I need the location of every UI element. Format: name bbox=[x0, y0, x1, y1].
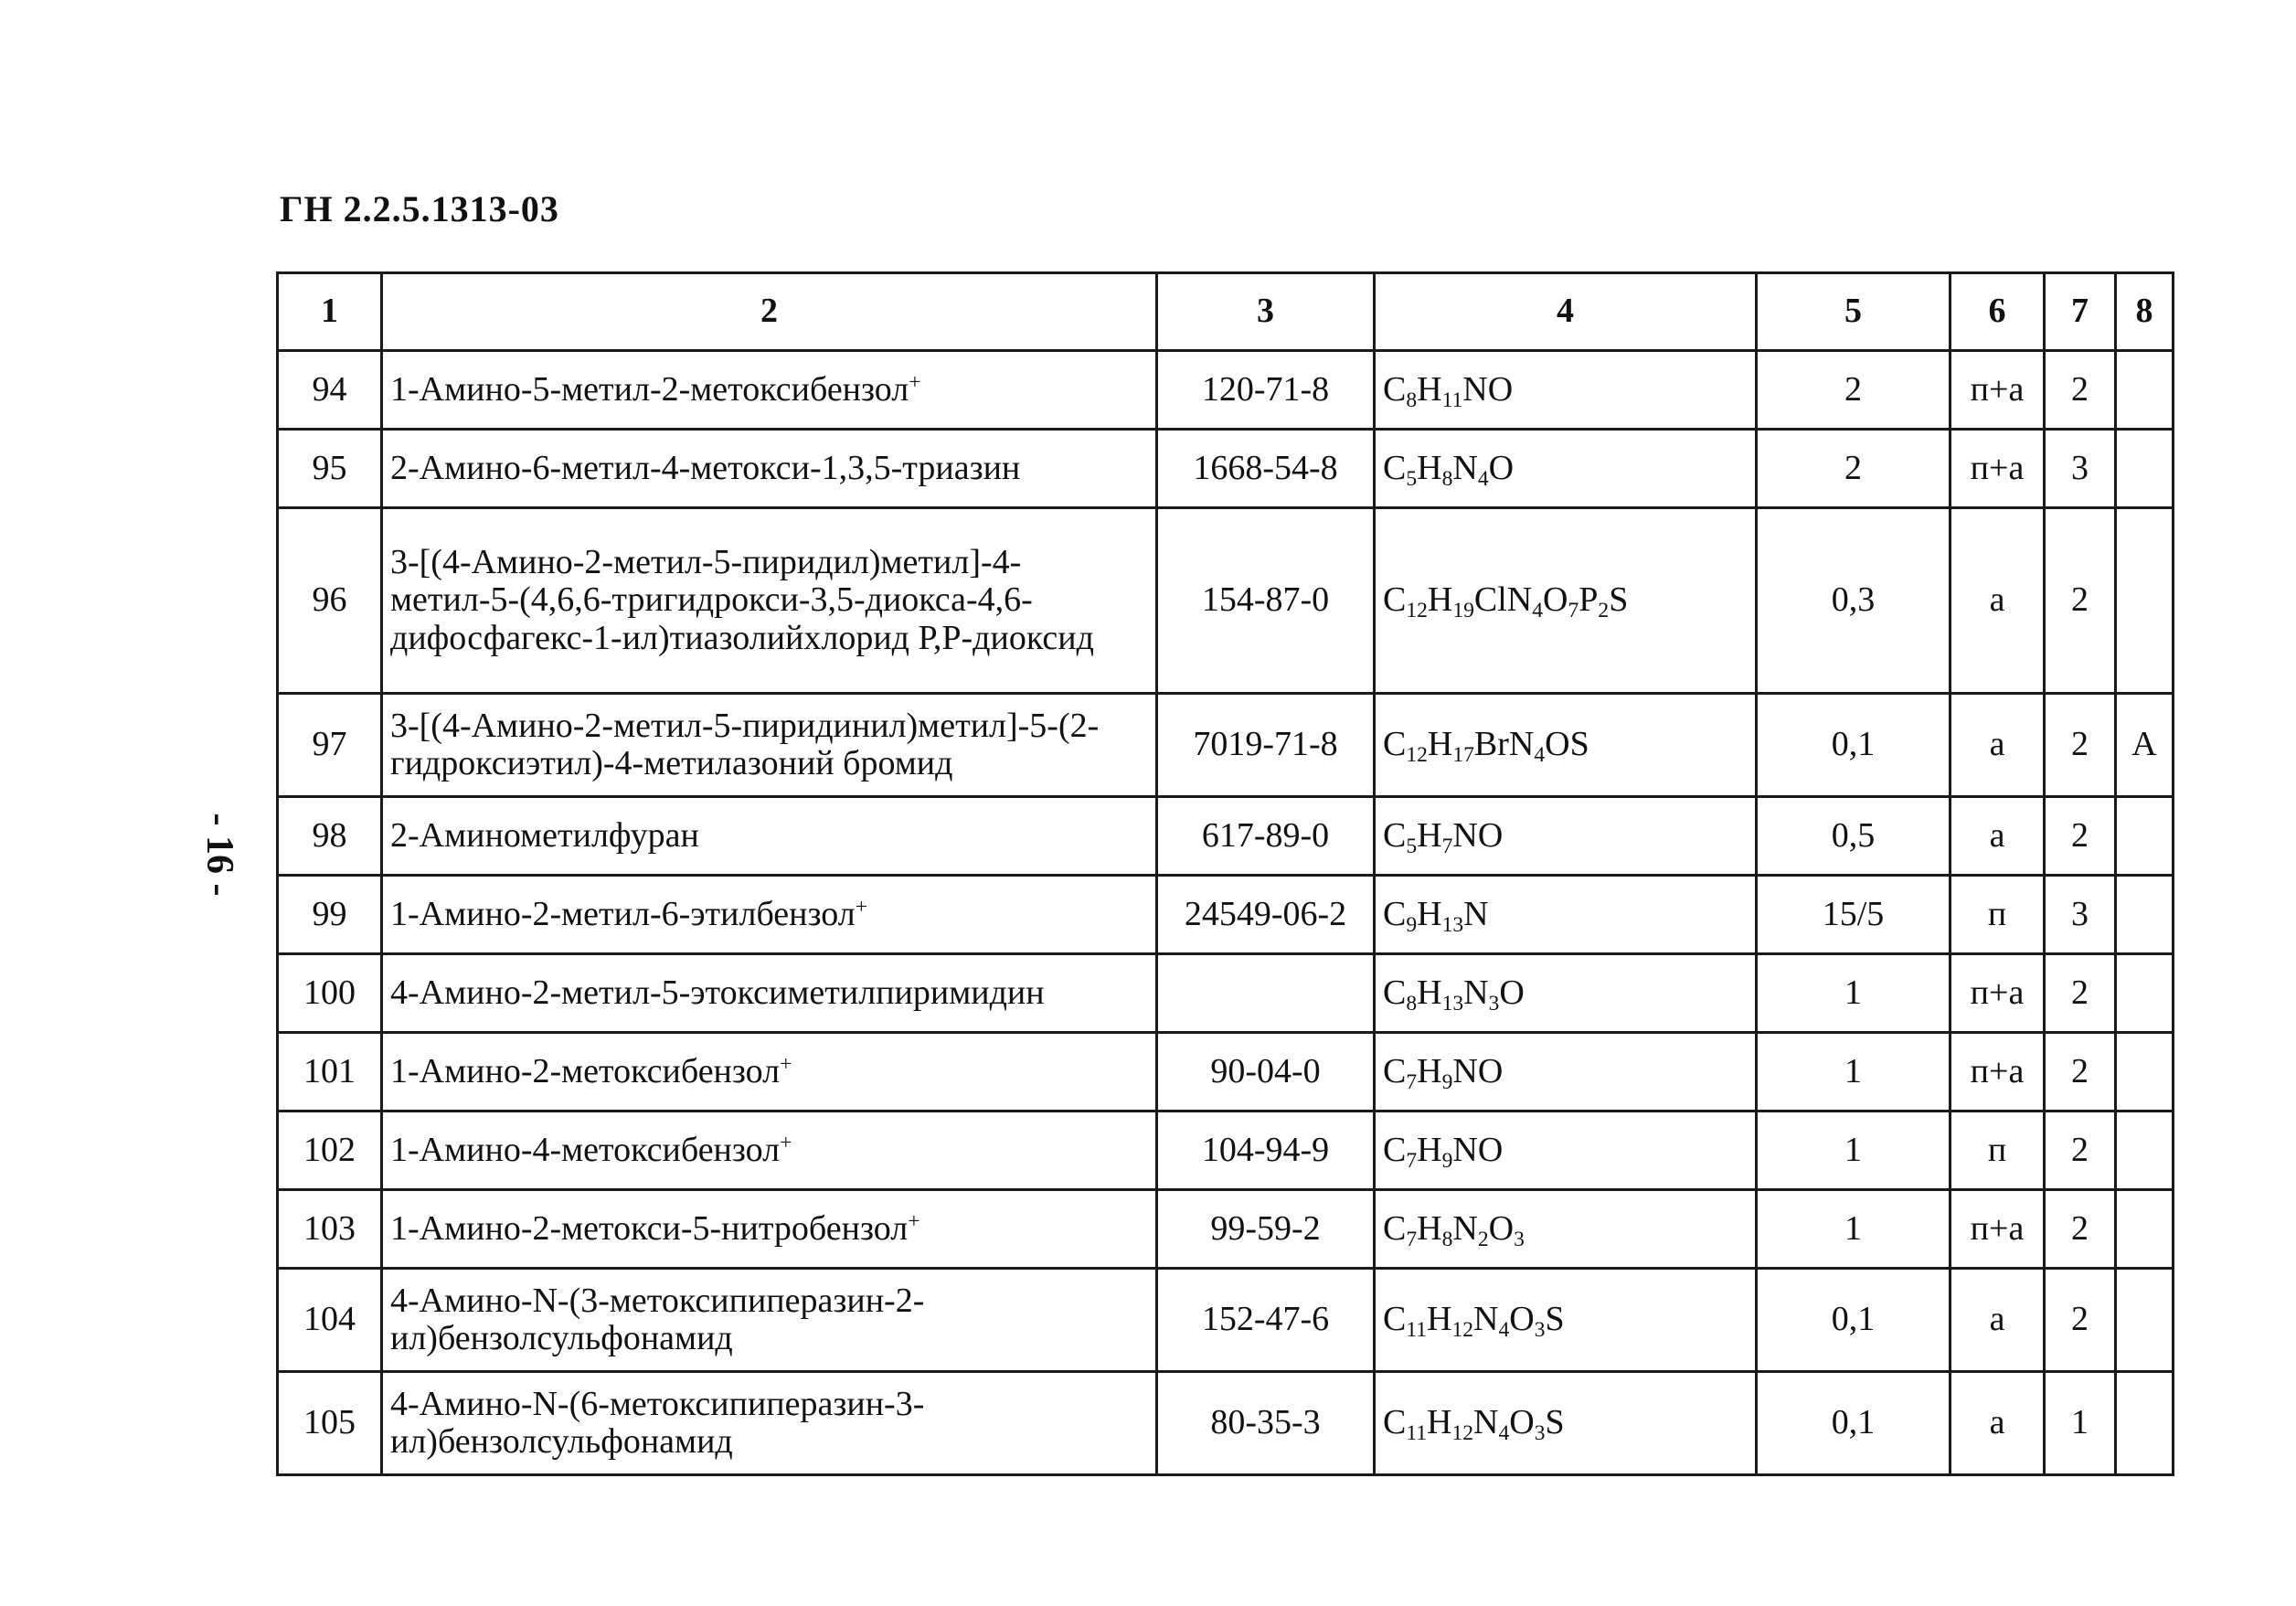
limit-value-cell: 2 bbox=[1757, 351, 1951, 430]
formula-subscript: 7 bbox=[1441, 835, 1453, 859]
substance-mark: + bbox=[909, 370, 921, 395]
limit-value-cell: 0,1 bbox=[1757, 1269, 1951, 1372]
formula-subscript: 5 bbox=[1406, 835, 1418, 859]
column-header-7: 7 bbox=[2045, 273, 2116, 351]
formula-subscript: 13 bbox=[1441, 992, 1464, 1016]
aggregate-state-cell: п+а bbox=[1951, 430, 2045, 508]
formula-subscript: 8 bbox=[1441, 467, 1453, 492]
row-number-cell: 95 bbox=[278, 430, 382, 508]
limit-value-cell: 0,1 bbox=[1757, 694, 1951, 797]
hazard-class-cell: 2 bbox=[2045, 351, 2116, 430]
formula-subscript: 8 bbox=[1406, 388, 1418, 413]
row-number-cell: 96 bbox=[278, 508, 382, 694]
note-cell bbox=[2116, 351, 2174, 430]
cas-number-cell: 1668-54-8 bbox=[1157, 430, 1375, 508]
aggregate-state-cell: п+а bbox=[1951, 351, 2045, 430]
formula-element: P bbox=[1578, 580, 1599, 620]
formula-subscript: 8 bbox=[1406, 992, 1418, 1016]
formula-cell bbox=[1375, 797, 1757, 876]
formula-element: OS bbox=[1545, 725, 1589, 764]
substance-name: 1-Амино-2-метоксибензол bbox=[390, 1051, 781, 1090]
substance-name: 2-Амино-6-метил-4-метокси-1,3,5-триазин bbox=[390, 448, 1021, 487]
limit-value-cell: 0,5 bbox=[1757, 797, 1951, 876]
formula-element: S bbox=[1609, 580, 1629, 620]
formula-element: C bbox=[1383, 1208, 1407, 1248]
aggregate-state-cell: п bbox=[1951, 1111, 2045, 1190]
formula-element: O bbox=[1488, 1208, 1515, 1248]
note-cell: А bbox=[2116, 694, 2174, 797]
cas-number-cell: 80-35-3 bbox=[1157, 1372, 1375, 1475]
formula-element: C bbox=[1383, 815, 1407, 855]
column-header-3: 3 bbox=[1157, 273, 1375, 351]
formula-element: S bbox=[1545, 1300, 1565, 1339]
substance-name-cell bbox=[382, 797, 1157, 876]
formula-element: O bbox=[1499, 973, 1525, 1012]
formula-subscript: 2 bbox=[1477, 1228, 1489, 1252]
formula-subscript: 12 bbox=[1451, 1421, 1474, 1446]
note-cell bbox=[2116, 1269, 2174, 1372]
substance-name: 3-[(4-Амино-2-метил-5-пиридинил)метил]-5-(2-гидроксиэтил)-4-метилазоний бромид bbox=[390, 706, 1100, 782]
limit-value-cell: 1 bbox=[1757, 1190, 1951, 1269]
formula-element: C bbox=[1383, 894, 1407, 933]
substance-mark: + bbox=[780, 1131, 792, 1155]
cas-number-cell: 7019-71-8 bbox=[1157, 694, 1375, 797]
formula-subscript: 5 bbox=[1406, 467, 1418, 492]
formula-element: C bbox=[1383, 1130, 1407, 1169]
formula-element: C bbox=[1383, 1051, 1407, 1090]
cas-number-cell: 90-04-0 bbox=[1157, 1033, 1375, 1111]
table-row bbox=[278, 1111, 2174, 1190]
limit-value-cell: 1 bbox=[1757, 1111, 1951, 1190]
cas-number-cell: 154-87-0 bbox=[1157, 508, 1375, 694]
formula-element: O bbox=[1509, 1403, 1535, 1442]
substances-table bbox=[276, 271, 2174, 1476]
row-number-cell: 100 bbox=[278, 954, 382, 1033]
limit-value-cell: 1 bbox=[1757, 1033, 1951, 1111]
column-header-6: 6 bbox=[1951, 273, 2045, 351]
formula-element: NO bbox=[1462, 369, 1514, 409]
substance-name-cell bbox=[382, 508, 1157, 694]
formula-element: H bbox=[1417, 815, 1442, 855]
table-row bbox=[278, 430, 2174, 508]
formula-subscript: 4 bbox=[1532, 599, 1544, 623]
substance-name: 1-Амино-2-метил-6-этилбензол bbox=[390, 894, 856, 933]
formula-element: NO bbox=[1452, 815, 1504, 855]
note-cell bbox=[2116, 508, 2174, 694]
limit-value-cell: 2 bbox=[1757, 430, 1951, 508]
column-header-1: 1 bbox=[278, 273, 382, 351]
note-cell bbox=[2116, 430, 2174, 508]
formula-subscript: 3 bbox=[1488, 992, 1500, 1016]
document-code: ГН 2.2.5.1313-03 bbox=[280, 188, 559, 229]
formula-subscript: 12 bbox=[1406, 599, 1428, 623]
table-row bbox=[278, 1372, 2174, 1475]
limit-value-cell: 15/5 bbox=[1757, 876, 1951, 954]
table-row bbox=[278, 876, 2174, 954]
column-header-4: 4 bbox=[1375, 273, 1757, 351]
substance-name: 4-Амино-N-(6-метоксипиперазин-3-ил)бензолсульфонамид bbox=[390, 1384, 925, 1461]
substance-name-cell bbox=[382, 430, 1157, 508]
row-number-cell: 105 bbox=[278, 1372, 382, 1475]
formula-subscript: 2 bbox=[1598, 599, 1610, 623]
aggregate-state-cell: а bbox=[1951, 797, 2045, 876]
hazard-class-cell: 2 bbox=[2045, 1190, 2116, 1269]
aggregate-state-cell: п bbox=[1951, 876, 2045, 954]
row-number-cell: 101 bbox=[278, 1033, 382, 1111]
formula-cell bbox=[1375, 1111, 1757, 1190]
formula-element: C bbox=[1383, 448, 1407, 487]
row-number-cell: 99 bbox=[278, 876, 382, 954]
formula-subscript: 4 bbox=[1498, 1421, 1510, 1446]
hazard-class-cell: 2 bbox=[2045, 1111, 2116, 1190]
formula-element: H bbox=[1417, 1130, 1442, 1169]
formula-cell bbox=[1375, 954, 1757, 1033]
substance-name-cell bbox=[382, 351, 1157, 430]
formula-subscript: 7 bbox=[1568, 599, 1579, 623]
aggregate-state-cell: п+а bbox=[1951, 954, 2045, 1033]
formula-element: NO bbox=[1452, 1051, 1504, 1090]
row-number-cell: 104 bbox=[278, 1269, 382, 1372]
limit-value-cell: 1 bbox=[1757, 954, 1951, 1033]
cas-number-cell: 152-47-6 bbox=[1157, 1269, 1375, 1372]
column-header-8: 8 bbox=[2116, 273, 2174, 351]
substance-mark: + bbox=[780, 1052, 792, 1077]
formula-element: H bbox=[1427, 580, 1453, 620]
formula-element: O bbox=[1509, 1300, 1535, 1339]
formula-subscript: 7 bbox=[1406, 1228, 1418, 1252]
formula-element: C bbox=[1383, 725, 1407, 764]
formula-cell bbox=[1375, 876, 1757, 954]
formula-element: O bbox=[1543, 580, 1568, 620]
aggregate-state-cell: а bbox=[1951, 694, 2045, 797]
column-header-5: 5 bbox=[1757, 273, 1951, 351]
substance-name-cell bbox=[382, 1190, 1157, 1269]
formula-cell bbox=[1375, 694, 1757, 797]
formula-subscript: 7 bbox=[1406, 1149, 1418, 1174]
formula-cell bbox=[1375, 1033, 1757, 1111]
table-row bbox=[278, 1033, 2174, 1111]
hazard-class-cell: 2 bbox=[2045, 508, 2116, 694]
formula-subscript: 9 bbox=[1441, 1149, 1453, 1174]
formula-element: C bbox=[1383, 580, 1407, 620]
formula-subscript: 9 bbox=[1406, 913, 1418, 938]
formula-element: H bbox=[1427, 725, 1453, 764]
row-number-cell: 97 bbox=[278, 694, 382, 797]
cas-number-cell bbox=[1157, 954, 1375, 1033]
table-row bbox=[278, 508, 2174, 694]
table-row bbox=[278, 1269, 2174, 1372]
substance-mark: + bbox=[855, 895, 868, 920]
hazard-class-cell: 2 bbox=[2045, 954, 2116, 1033]
formula-subscript: 9 bbox=[1441, 1070, 1453, 1095]
substance-name-cell bbox=[382, 1269, 1157, 1372]
column-header-2: 2 bbox=[382, 273, 1157, 351]
formula-element: N bbox=[1473, 1403, 1499, 1442]
cas-number-cell: 24549-06-2 bbox=[1157, 876, 1375, 954]
cas-number-cell: 120-71-8 bbox=[1157, 351, 1375, 430]
formula-subscript: 4 bbox=[1498, 1318, 1510, 1343]
substance-name-cell bbox=[382, 954, 1157, 1033]
note-cell bbox=[2116, 1111, 2174, 1190]
formula-subscript: 11 bbox=[1406, 1421, 1428, 1446]
substance-mark: + bbox=[908, 1209, 920, 1234]
note-cell bbox=[2116, 1190, 2174, 1269]
formula-cell bbox=[1375, 351, 1757, 430]
formula-subscript: 3 bbox=[1534, 1318, 1546, 1343]
formula-element: N bbox=[1463, 894, 1489, 933]
substance-name: 2-Аминометилфуран bbox=[390, 815, 699, 855]
formula-subscript: 19 bbox=[1452, 599, 1474, 623]
substance-name-cell bbox=[382, 1372, 1157, 1475]
formula-subscript: 11 bbox=[1441, 388, 1463, 413]
formula-element: C bbox=[1383, 1403, 1407, 1442]
formula-element: H bbox=[1417, 894, 1442, 933]
substance-name: 4-Амино-2-метил-5-этоксиметилпиримидин bbox=[390, 973, 1045, 1012]
substance-name: 1-Амино-4-метоксибензол bbox=[390, 1130, 781, 1169]
formula-element: H bbox=[1417, 973, 1442, 1012]
formula-subscript: 17 bbox=[1452, 743, 1474, 768]
row-number-cell: 102 bbox=[278, 1111, 382, 1190]
note-cell bbox=[2116, 797, 2174, 876]
formula-subscript: 3 bbox=[1514, 1228, 1525, 1252]
formula-subscript: 3 bbox=[1534, 1421, 1546, 1446]
formula-cell bbox=[1375, 508, 1757, 694]
table-row bbox=[278, 954, 2174, 1033]
substance-name: 1-Амино-5-метил-2-метоксибензол bbox=[390, 369, 909, 409]
substance-name-cell bbox=[382, 1111, 1157, 1190]
row-number-cell: 94 bbox=[278, 351, 382, 430]
formula-element: H bbox=[1427, 1300, 1452, 1339]
table-row bbox=[278, 1190, 2174, 1269]
formula-element: O bbox=[1488, 448, 1515, 487]
row-number-cell: 98 bbox=[278, 797, 382, 876]
substance-name: 3-[(4-Амино-2-метил-5-пиридил)метил]-4-метил-5-(4,6,6-тригидрокси-3,5-диокса-4,6-дифосфагекс-1-ил)тиазолийхлорид Р,Р-диоксид bbox=[390, 543, 1094, 657]
table-row bbox=[278, 694, 2174, 797]
note-cell bbox=[2116, 1033, 2174, 1111]
substance-name: 1-Амино-2-метокси-5-нитробензол bbox=[390, 1208, 909, 1248]
row-number-cell: 103 bbox=[278, 1190, 382, 1269]
aggregate-state-cell: а bbox=[1951, 508, 2045, 694]
table-header-row bbox=[278, 273, 2174, 351]
note-cell bbox=[2116, 954, 2174, 1033]
substance-name: 4-Амино-N-(3-метоксипиперазин-2-ил)бензолсульфонамид bbox=[390, 1281, 925, 1357]
note-cell bbox=[2116, 1372, 2174, 1475]
formula-element: C bbox=[1383, 1300, 1407, 1339]
substance-name-cell bbox=[382, 876, 1157, 954]
formula-subscript: 12 bbox=[1406, 743, 1428, 768]
formula-element: H bbox=[1417, 448, 1442, 487]
formula-element: N bbox=[1473, 1300, 1499, 1339]
formula-subscript: 13 bbox=[1441, 913, 1464, 938]
formula-element: N bbox=[1452, 448, 1478, 487]
hazard-class-cell: 1 bbox=[2045, 1372, 2116, 1475]
formula-subscript: 8 bbox=[1441, 1228, 1453, 1252]
formula-element: S bbox=[1545, 1403, 1565, 1442]
limit-value-cell: 0,1 bbox=[1757, 1372, 1951, 1475]
formula-element: H bbox=[1417, 1208, 1442, 1248]
aggregate-state-cell: п+а bbox=[1951, 1190, 2045, 1269]
formula-element: H bbox=[1427, 1403, 1452, 1442]
note-cell bbox=[2116, 876, 2174, 954]
formula-element: C bbox=[1383, 369, 1407, 409]
formula-element: BrN bbox=[1473, 725, 1535, 764]
hazard-class-cell: 2 bbox=[2045, 1033, 2116, 1111]
formula-element: C bbox=[1383, 973, 1407, 1012]
formula-cell bbox=[1375, 1190, 1757, 1269]
page-number: - 16 - bbox=[198, 813, 240, 897]
hazard-class-cell: 3 bbox=[2045, 430, 2116, 508]
formula-cell bbox=[1375, 1372, 1757, 1475]
limit-value-cell: 0,3 bbox=[1757, 508, 1951, 694]
formula-subscript: 4 bbox=[1534, 743, 1546, 768]
hazard-class-cell: 2 bbox=[2045, 797, 2116, 876]
aggregate-state-cell: п+а bbox=[1951, 1033, 2045, 1111]
formula-element: N bbox=[1452, 1208, 1478, 1248]
formula-subscript: 4 bbox=[1477, 467, 1489, 492]
cas-number-cell: 617-89-0 bbox=[1157, 797, 1375, 876]
substance-name-cell bbox=[382, 1033, 1157, 1111]
formula-element: H bbox=[1417, 369, 1442, 409]
formula-subscript: 7 bbox=[1406, 1070, 1418, 1095]
cas-number-cell: 104-94-9 bbox=[1157, 1111, 1375, 1190]
formula-element: NO bbox=[1452, 1130, 1504, 1169]
formula-subscript: 12 bbox=[1451, 1318, 1474, 1343]
substance-name-cell bbox=[382, 694, 1157, 797]
hazard-class-cell: 2 bbox=[2045, 694, 2116, 797]
table-row bbox=[278, 351, 2174, 430]
hazard-class-cell: 3 bbox=[2045, 876, 2116, 954]
hazard-class-cell: 2 bbox=[2045, 1269, 2116, 1372]
formula-element: ClN bbox=[1473, 580, 1533, 620]
aggregate-state-cell: а bbox=[1951, 1269, 2045, 1372]
aggregate-state-cell: а bbox=[1951, 1372, 2045, 1475]
formula-element: N bbox=[1463, 973, 1489, 1012]
table-row bbox=[278, 797, 2174, 876]
formula-cell bbox=[1375, 1269, 1757, 1372]
formula-element: H bbox=[1417, 1051, 1442, 1090]
formula-subscript: 11 bbox=[1406, 1318, 1428, 1343]
formula-cell bbox=[1375, 430, 1757, 508]
cas-number-cell: 99-59-2 bbox=[1157, 1190, 1375, 1269]
